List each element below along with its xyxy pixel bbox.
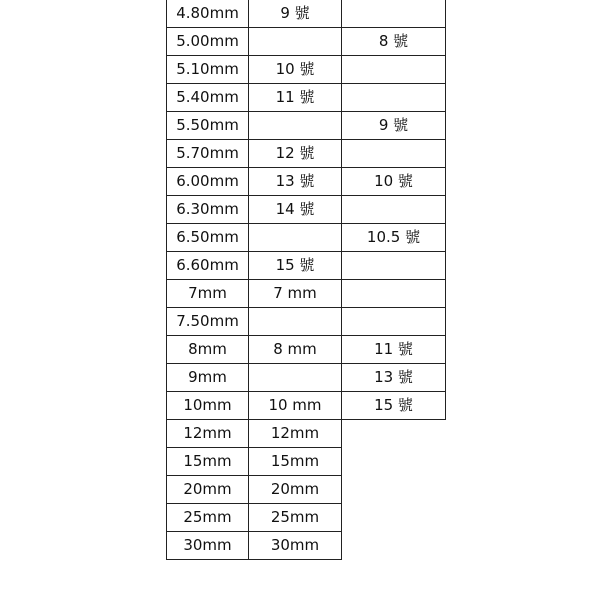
jp-size-cell (249, 28, 342, 56)
jp-size-cell: 15mm (249, 448, 342, 476)
table-row (167, 28, 446, 56)
jp-size-cell: 12mm (249, 420, 342, 448)
mm-size-cell: 5.00mm (167, 28, 249, 56)
table-row (167, 0, 446, 28)
mm-size-cell: 6.00mm (167, 168, 249, 196)
other-size-cell (342, 252, 446, 280)
table-row (167, 420, 446, 448)
other-size-cell (342, 84, 446, 112)
other-size-cell (342, 476, 446, 504)
jp-size-cell (249, 308, 342, 336)
other-size-cell: 13 號 (342, 364, 446, 392)
mm-size-cell: 5.50mm (167, 112, 249, 140)
mm-size-cell: 6.30mm (167, 196, 249, 224)
other-size-cell (342, 532, 446, 560)
other-size-cell (342, 196, 446, 224)
mm-size-cell: 5.10mm (167, 56, 249, 84)
jp-size-cell: 8 mm (249, 336, 342, 364)
jp-size-cell: 20mm (249, 476, 342, 504)
mm-size-cell: 8mm (167, 336, 249, 364)
jp-size-cell (249, 112, 342, 140)
other-size-cell: 9 號 (342, 112, 446, 140)
jp-size-cell (249, 224, 342, 252)
other-size-cell: 8 號 (342, 28, 446, 56)
other-size-cell (342, 0, 446, 28)
other-size-cell (342, 56, 446, 84)
table-row (167, 448, 446, 476)
other-size-cell (342, 504, 446, 532)
jp-size-cell: 11 號 (249, 84, 342, 112)
jp-size-cell: 13 號 (249, 168, 342, 196)
other-size-cell: 10.5 號 (342, 224, 446, 252)
jp-size-cell: 25mm (249, 504, 342, 532)
other-size-cell (342, 280, 446, 308)
jp-size-cell: 30mm (249, 532, 342, 560)
other-size-cell (342, 420, 446, 448)
mm-size-cell: 4.80mm (167, 0, 249, 28)
table-row (167, 532, 446, 560)
table-row (167, 168, 446, 196)
mm-size-cell: 30mm (167, 532, 249, 560)
table-row (167, 504, 446, 532)
other-size-cell (342, 140, 446, 168)
table-row (167, 252, 446, 280)
table-row (167, 112, 446, 140)
table-row (167, 280, 446, 308)
table-row (167, 476, 446, 504)
mm-size-cell: 6.60mm (167, 252, 249, 280)
mm-size-cell: 7mm (167, 280, 249, 308)
table-row (167, 392, 446, 420)
mm-size-cell: 10mm (167, 392, 249, 420)
other-size-cell (342, 448, 446, 476)
mm-size-cell: 25mm (167, 504, 249, 532)
table-row (167, 196, 446, 224)
jp-size-cell: 12 號 (249, 140, 342, 168)
other-size-cell: 11 號 (342, 336, 446, 364)
mm-size-cell: 9mm (167, 364, 249, 392)
other-size-cell (342, 308, 446, 336)
mm-size-cell: 7.50mm (167, 308, 249, 336)
table-row (167, 56, 446, 84)
needle-size-table (166, 0, 446, 560)
jp-size-cell: 14 號 (249, 196, 342, 224)
mm-size-cell: 15mm (167, 448, 249, 476)
other-size-cell: 10 號 (342, 168, 446, 196)
other-size-cell: 15 號 (342, 392, 446, 420)
jp-size-cell (249, 364, 342, 392)
table-row (167, 140, 446, 168)
mm-size-cell: 5.40mm (167, 84, 249, 112)
table-row (167, 84, 446, 112)
table-row (167, 224, 446, 252)
jp-size-cell: 9 號 (249, 0, 342, 28)
table-row (167, 336, 446, 364)
mm-size-cell: 6.50mm (167, 224, 249, 252)
jp-size-cell: 10 mm (249, 392, 342, 420)
table-row (167, 308, 446, 336)
table-row (167, 364, 446, 392)
jp-size-cell: 7 mm (249, 280, 342, 308)
mm-size-cell: 12mm (167, 420, 249, 448)
mm-size-cell: 5.70mm (167, 140, 249, 168)
jp-size-cell: 10 號 (249, 56, 342, 84)
mm-size-cell: 20mm (167, 476, 249, 504)
jp-size-cell: 15 號 (249, 252, 342, 280)
